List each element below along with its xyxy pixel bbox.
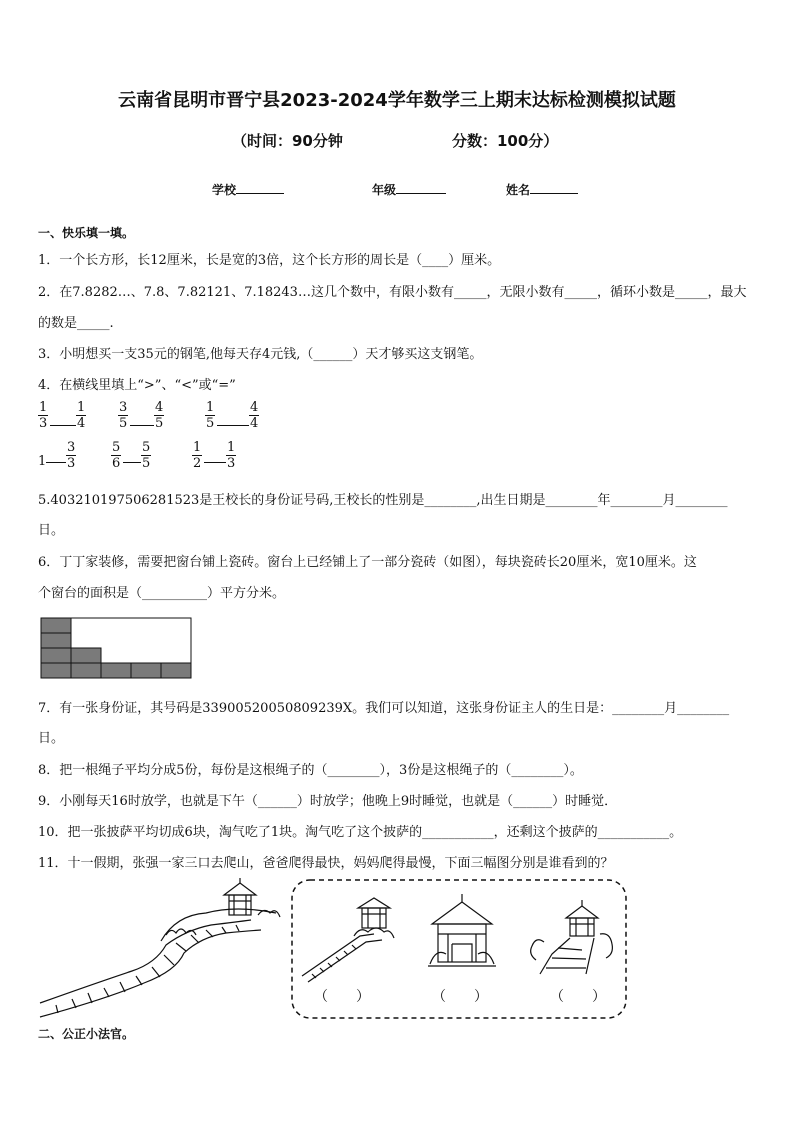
question-2-line-1: 2．在7.8282…、7.8、7.82121、7.18243…这几个数中，有限小数有_____，无限小数有_____，循环小数是_____，最大 (38, 285, 747, 300)
grade-label: 年级 (372, 183, 397, 197)
answer-line (204, 462, 226, 463)
name-label: 姓名 (506, 183, 531, 197)
exam-time: （时间：90分钟 (232, 132, 343, 150)
fraction: $\frac{1}{3}$ (227, 440, 236, 471)
view-2-answer: （ ） (432, 989, 488, 1005)
school-field (212, 181, 284, 198)
question-6-line-2: 个窗台的面积是（__________）平方分米。 (38, 586, 286, 601)
question-7-line-2: 日。 (38, 731, 65, 746)
question-2-line-2: 的数是_____. (38, 316, 114, 331)
question-4: 4．在横线里填上“>”、“<”或“=” (38, 378, 236, 393)
view-1 (302, 898, 394, 982)
fraction: $\frac{4}{5}$ (155, 400, 164, 431)
question-1: 1．一个长方形，长12厘米，长是宽的3倍，这个长方形的周长是（____）厘米。 (38, 253, 501, 268)
answer-line (217, 425, 249, 426)
fraction: $\frac{1}{3}$ (39, 400, 48, 431)
fraction: $\frac{3}{5}$ (119, 400, 128, 431)
grade-field (372, 181, 446, 198)
answer-line (50, 425, 76, 426)
answer-line (130, 425, 154, 426)
section-1-title: 一、快乐填一填。 (38, 226, 135, 240)
name-field (506, 181, 578, 198)
fraction: $\frac{1}{5}$ (206, 400, 215, 431)
fraction: $\frac{5}{6}$ (112, 440, 121, 471)
integer-one: 1 (38, 454, 47, 469)
windowsill-tile-figure (40, 617, 194, 680)
question-5-line-2: 日。 (38, 523, 65, 538)
exam-score: 分数：100分） (452, 132, 559, 150)
answer-line (123, 462, 141, 463)
fraction: $\frac{1}{2}$ (193, 440, 202, 471)
view-3-answer: （ ） (550, 989, 606, 1005)
view-2 (428, 894, 496, 966)
question-7-line-1: 7．有一张身份证，其号码是33900520050809239X。我们可以知道，这张身份证主人的生日是：________月________ (38, 701, 730, 716)
question-6-line-1: 6．丁丁家装修，需要把窗台铺上瓷砖。窗台上已经铺上了一部分瓷砖（如图），每块瓷砖长20厘米，宽10厘米。这 (38, 555, 697, 570)
fraction: $\frac{4}{4}$ (250, 400, 259, 431)
question-5-line-1: 5.403210197506281523是王校长的身份证号码,王校长的性别是________,出生日期是________年________月________ (38, 493, 728, 508)
fraction: $\frac{3}{3}$ (67, 440, 76, 471)
fraction: $\frac{5}{5}$ (142, 440, 151, 471)
section-2-title: 二、公正小法官。 (38, 1027, 135, 1041)
view-3 (531, 900, 613, 974)
page-title: 云南省昆明市晋宁县2023-2024学年数学三上期末达标检测模拟试题 (118, 90, 676, 111)
question-11: 11．十一假期，张强一家三口去爬山，爸爸爬得最快，妈妈爬得最慢，下面三幅图分别是谁看到的？ (38, 856, 614, 871)
question-10: 10．把一张披萨平均切成6块，淘气吃了1块。淘气吃了这个披萨的___________，还剩这个披萨的___________。 (38, 825, 683, 840)
view-1-answer: （ ） (314, 989, 370, 1005)
fraction: $\frac{1}{4}$ (77, 400, 86, 431)
question-8: 8．把一根绳子平均分成5份，每份是这根绳子的（________），3份是这根绳子的（________）。 (38, 763, 583, 778)
question-9: 9．小刚每天16时放学，也就是下午（______）时放学；他晚上9时睡觉，也就是（______）时睡觉． (38, 794, 618, 809)
answer-line (46, 462, 66, 463)
mountain-path-illustration (36, 875, 286, 1020)
school-label: 学校 (212, 183, 237, 197)
question-3: 3．小明想买一支35元的钢笔,他每天存4元钱,（______）天才够买这支钢笔。 (38, 347, 483, 362)
